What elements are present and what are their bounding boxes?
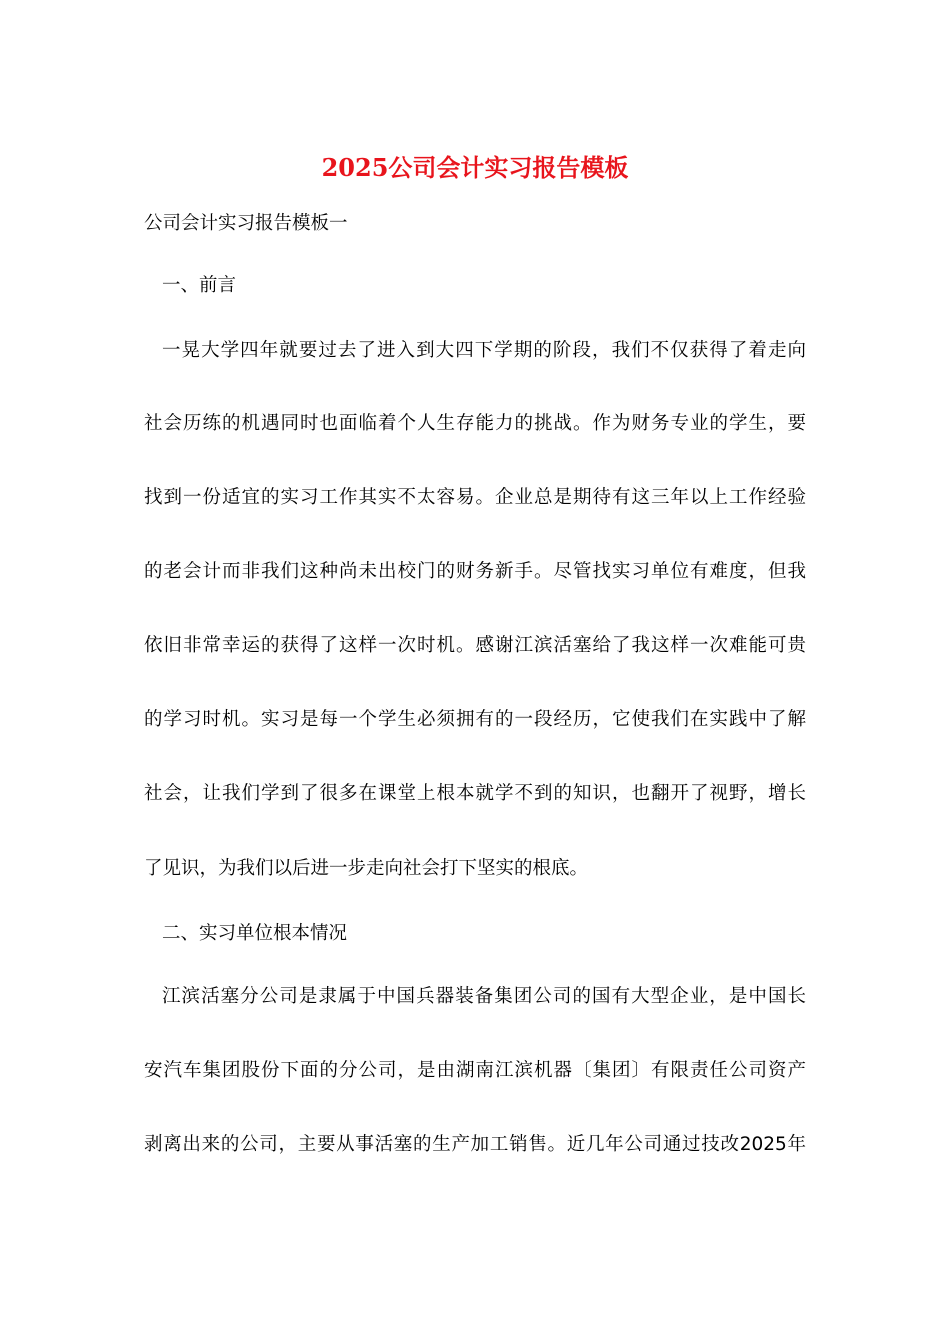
paragraph-line: 的学习时机。实习是每一个学生必须拥有的一段经历，它使我们在实践中了解 <box>144 709 806 730</box>
document-subtitle: 公司会计实习报告模板一 <box>144 213 348 234</box>
paragraph-line: 江滨活塞分公司是隶属于中国兵器装备集团公司的国有大型企业，是中国长 <box>162 986 806 1007</box>
paragraph-line: 社会，让我们学到了很多在课堂上根本就学不到的知识，也翻开了视野，增长 <box>144 783 806 804</box>
paragraph-line: 剥离出来的公司，主要从事活塞的生产加工销售。近几年公司通过技改2025年 <box>144 1134 806 1155</box>
document-title: 2025公司会计实习报告模板 <box>321 153 629 182</box>
paragraph-line: 找到一份适宜的实习工作其实不太容易。企业总是期待有这三年以上工作经验 <box>144 487 806 508</box>
section-heading-preface: 一、前言 <box>162 275 237 296</box>
paragraph-line: 了见识，为我们以后进一步走向社会打下坚实的根底。 <box>144 858 589 879</box>
section-heading-company-info: 二、实习单位根本情况 <box>162 923 348 944</box>
paragraph-line: 的老会计而非我们这种尚未出校门的财务新手。尽管找实习单位有难度，但我 <box>144 561 806 582</box>
paragraph-line: 一晃大学四年就要过去了进入到大四下学期的阶段，我们不仅获得了着走向 <box>162 340 806 361</box>
paragraph-line: 依旧非常幸运的获得了这样一次时机。感谢江滨活塞给了我这样一次难能可贵 <box>144 635 806 656</box>
paragraph-line: 安汽车集团股份下面的分公司，是由湖南江滨机器〔集团〕有限责任公司资产 <box>144 1060 806 1081</box>
paragraph-line: 社会历练的机遇同时也面临着个人生存能力的挑战。作为财务专业的学生，要 <box>144 413 806 434</box>
